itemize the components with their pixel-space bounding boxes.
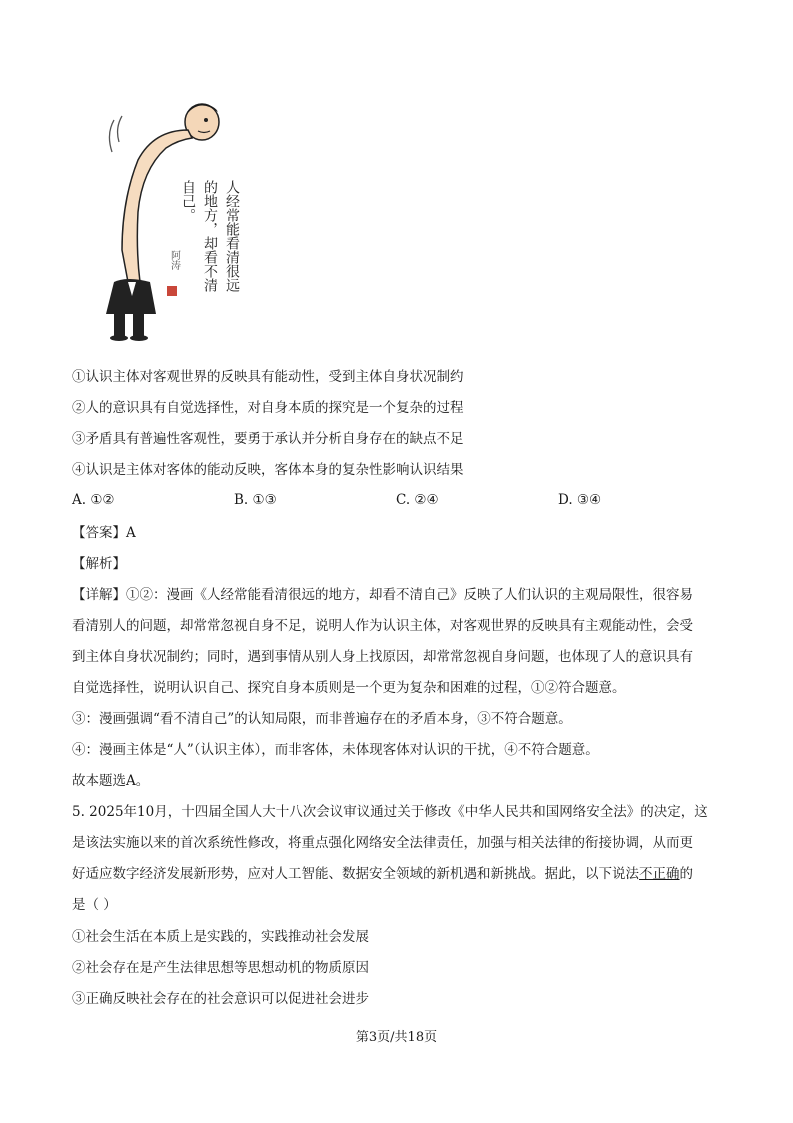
q5-stem-line-3-tail: 的: [679, 866, 693, 882]
cartoon-caption-col2: 的地方，却看不清: [202, 180, 218, 292]
q5-emphasis: 不正确: [639, 866, 680, 882]
q5-stem-line-1: 5. 2025年10月，十四届全国人大十八次会议审议通过关于修改《中华人民共和国网络安全法》的决定，这: [72, 804, 708, 820]
q4-analysis-line-7: 故本题选A。: [72, 773, 150, 789]
q4-option-a[interactable]: A. ①②: [72, 492, 115, 508]
q5-stem-line-3-text: 好适应数字经济发展新形势，应对人工智能、数据安全领域的新机遇和新挑战。据此，以下说法: [72, 866, 639, 882]
q5-statement-3: ③正确反映社会存在的社会意识可以促进社会进步: [72, 991, 369, 1007]
q4-analysis-line-5: ③：漫画强调“看不清自己”的认知局限，而非普遍存在的矛盾本身，③不符合题意。: [72, 711, 572, 727]
q4-analysis-line-2: 看清别人的问题，却常常忽视自身不足，说明人作为认识主体，对客观世界的反映具有主观能动性，会受: [72, 618, 693, 634]
q4-analysis-line-1: 【详解】①②：漫画《人经常能看清很远的地方，却看不清自己》反映了人们认识的主观局限性，很容易: [72, 587, 693, 603]
q4-option-b[interactable]: B. ①③: [234, 492, 277, 508]
q5-statement-2: ②社会存在是产生法律思想等思想动机的物质原因: [72, 960, 369, 976]
q4-answer: 【答案】A: [72, 525, 136, 541]
q4-statement-3: ③矛盾具有普遍性客观性，要勇于承认并分析自身存在的缺点不足: [72, 431, 464, 447]
q4-statement-2: ②人的意识具有自觉选择性，对自身本质的探究是一个复杂的过程: [72, 400, 464, 416]
q4-statement-4: ④认识是主体对客体的能动反映，客体本身的复杂性影响认识结果: [72, 462, 464, 478]
cartoon-caption-col1: 人经常能看清很远: [224, 180, 240, 292]
q4-analysis-line-4: 自觉选择性，说明认识自己、探究自身本质则是一个更为复杂和困难的过程，①②符合题意。: [72, 680, 626, 696]
q4-options: [72, 492, 722, 512]
q4-option-d[interactable]: D. ③④: [558, 492, 602, 508]
cartoon-illustration: [92, 100, 252, 342]
q5-statement-1: ①社会生活在本质上是实践的，实践推动社会发展: [72, 929, 369, 945]
cartoon-caption-col3: 自己。: [180, 180, 196, 222]
q4-analysis-line-3: 到主体自身状况制约；同时，遇到事情从别人身上找原因，却常常忽视自身问题，也体现了人的意识具有: [72, 649, 693, 665]
q5-stem-line-4: 是（ ）: [72, 897, 117, 913]
q4-option-c[interactable]: C. ②④: [396, 492, 439, 508]
q5-stem-line-3: [72, 865, 693, 883]
seal-stamp: [167, 286, 177, 296]
q5-stem-line-2: 是该法实施以来的首次系统性修改，将重点强化网络安全法律责任，加强与相关法律的衔接协调，从而更: [72, 835, 693, 851]
q4-analysis-label: 【解析】: [72, 556, 126, 572]
q4-analysis-line-6: ④：漫画主体是“人”（认识主体），而非客体，未体现客体对认识的干扰，④不符合题意。: [72, 742, 599, 758]
page-footer: 第3页/共18页: [355, 1030, 438, 1045]
cartoon-signature: 阿涛: [168, 250, 180, 270]
q4-statement-1: ①认识主体对客观世界的反映具有能动性，受到主体自身状况制约: [72, 369, 464, 385]
